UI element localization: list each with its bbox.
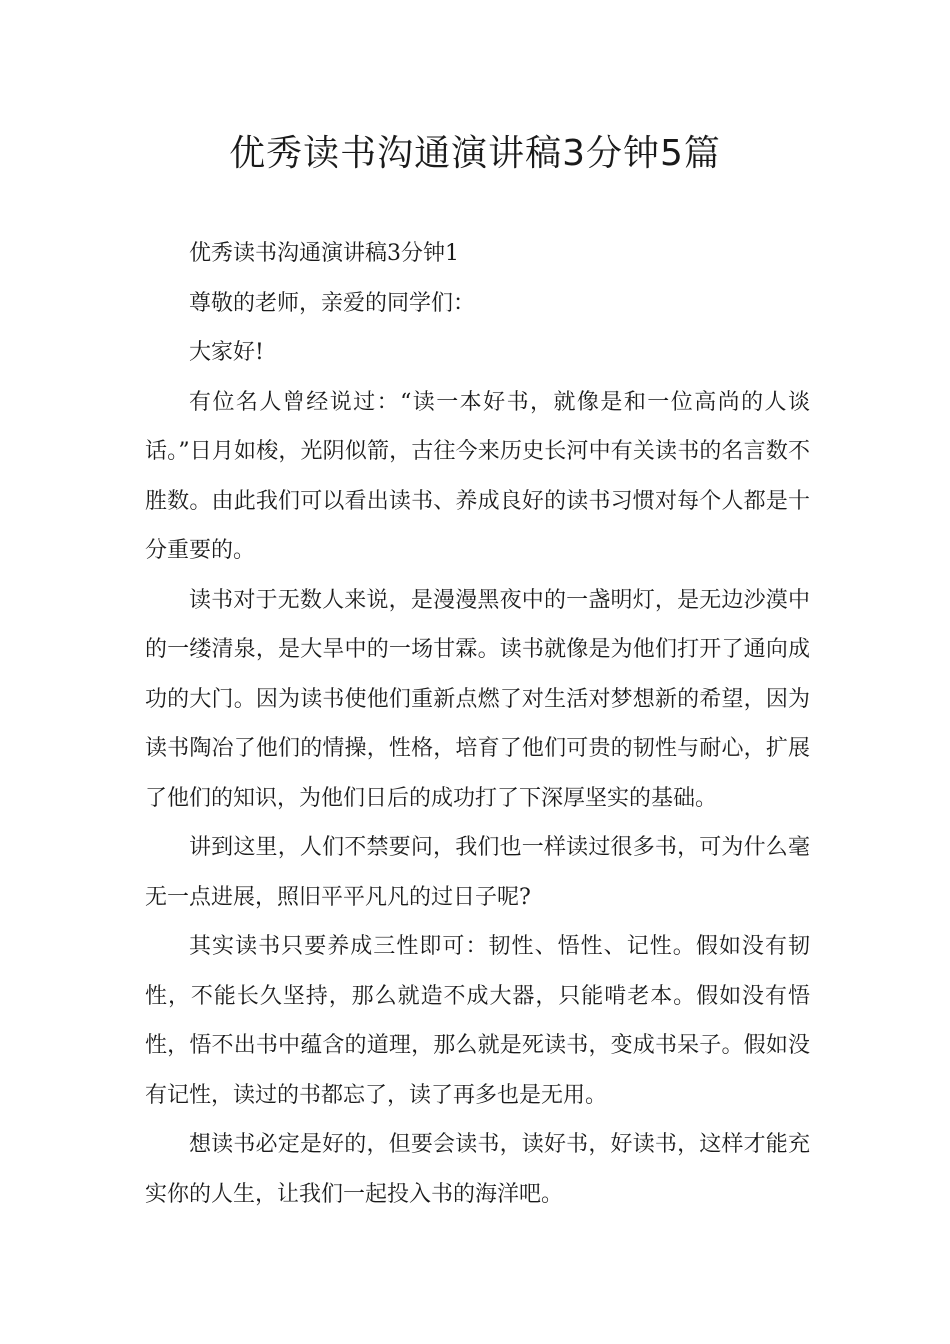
salutation: 尊敬的老师，亲爱的同学们： (189, 290, 476, 316)
body-paragraph: 读书对于无数人来说，是漫漫黑夜中的一盏明灯，是无边沙漠中的一缕清泉，是大旱中的一场甘霖。读书就像是为他们打开了通向成功的大门。因为读书使他们重新点燃了对生活对梦想新的希望，因为读书陶冶了他们的情操，性格，培育了他们可贵的韧性与耐心，扩展了他们的知识，为他们日后的成功打了下深厚坚实的基础。 (145, 587, 810, 811)
body-paragraph: 讲到这里，人们不禁要问，我们也一样读过很多书，可为什么毫无一点进展，照旧平平凡凡的过日子呢? (145, 835, 810, 910)
body-paragraph: 有位名人曾经说过：“读一本好书，就像是和一位高尚的人谈话。”日月如梭，光阴似箭，古往今来历史长河中有关读书的名言数不胜数。由此我们可以看出读书、养成良好的读书习惯对每个人都是十分重要的。 (145, 389, 810, 563)
greeting: 大家好! (189, 340, 264, 365)
body-paragraph: 其实读书只要养成三性即可：韧性、悟性、记性。假如没有韧性，不能长久坚持，那么就造不成大器，只能啃老本。假如没有悟性，悟不出书中蕴含的道理，那么就是死读书，变成书呆子。假如没有记性，读过的书都忘了，读了再多也是无用。 (145, 934, 810, 1108)
section-heading: 优秀读书沟通演讲稿3分钟1 (189, 241, 459, 266)
document-body (145, 229, 810, 1219)
document-title: 优秀读书沟通演讲稿3分钟5篇 (229, 133, 721, 174)
body-paragraph: 想读书必定是好的，但要会读书，读好书，好读书，这样才能充实你的人生，让我们一起投入书的海洋吧。 (145, 1132, 810, 1207)
